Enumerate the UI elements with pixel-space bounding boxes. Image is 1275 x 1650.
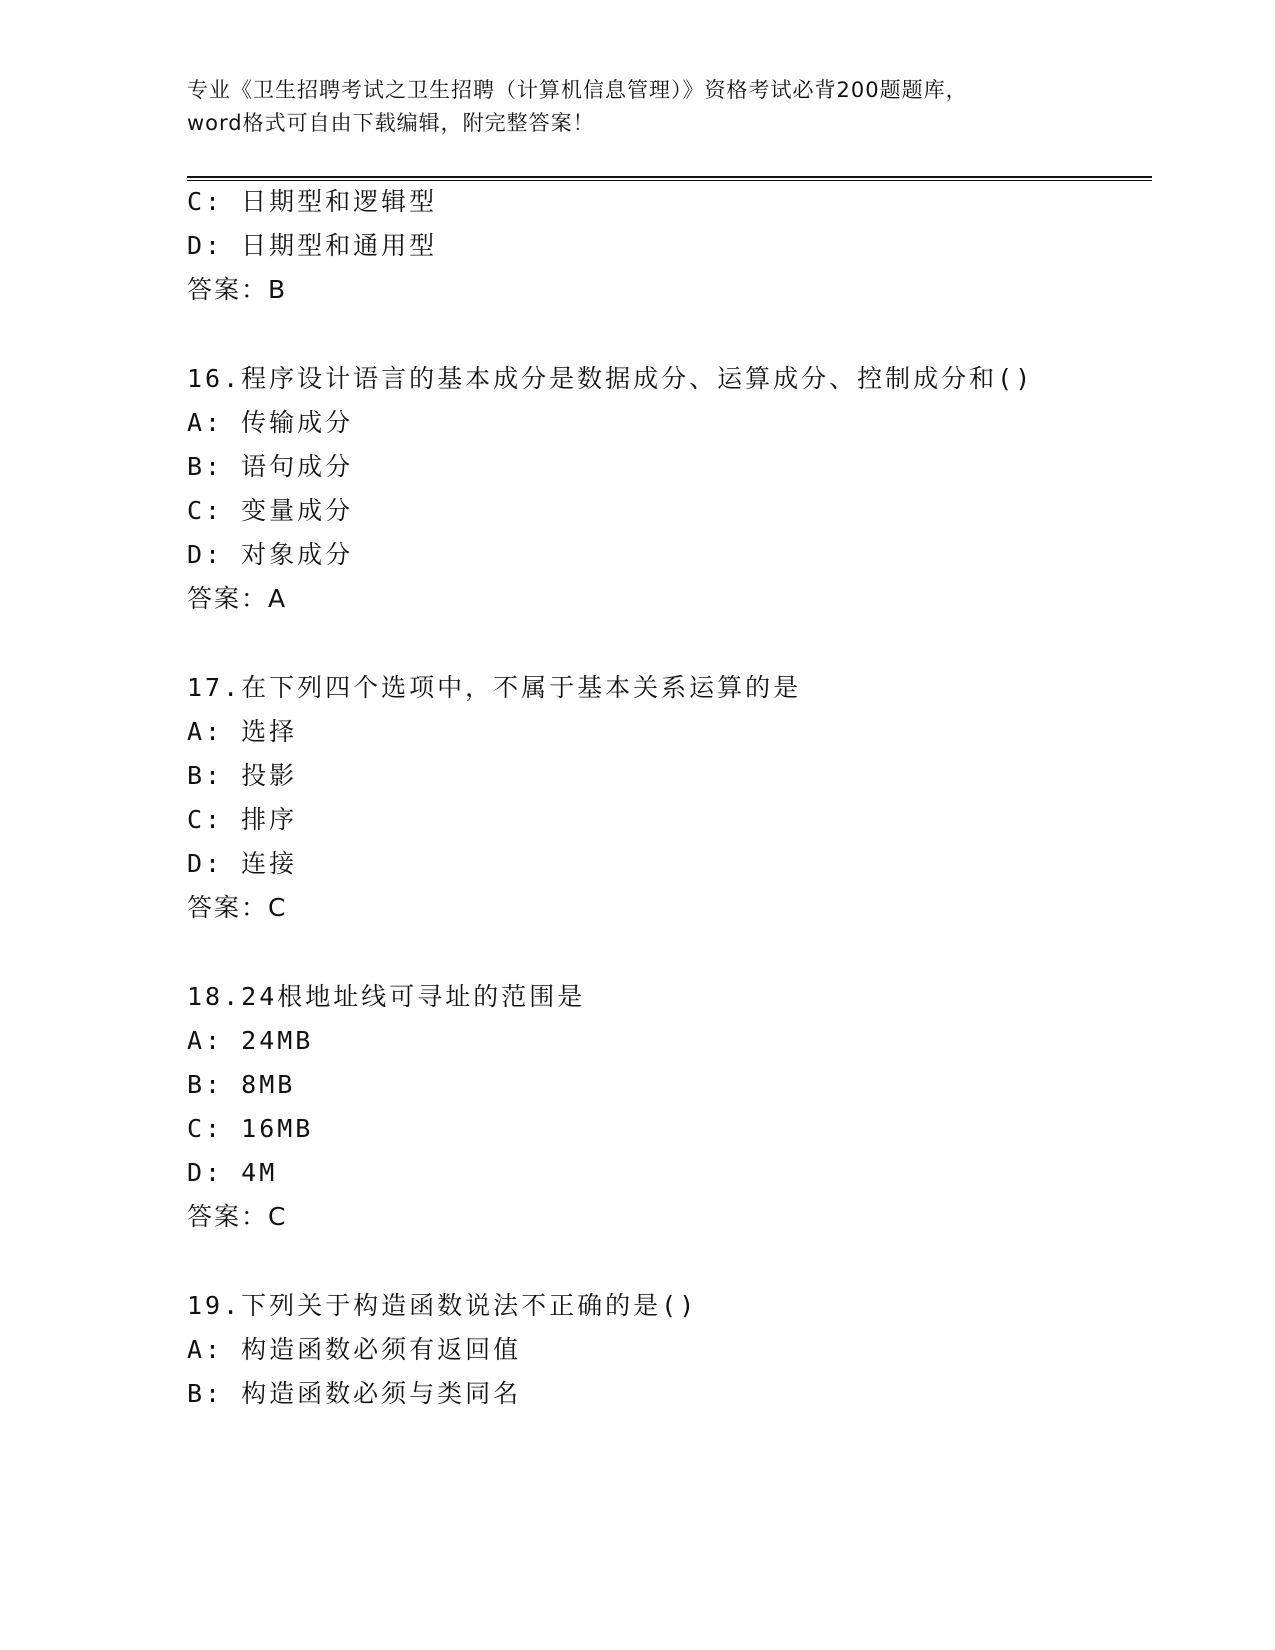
q15-option-d: D: 日期型和通用型 — [187, 231, 438, 260]
q16-option-c: C: 变量成分 — [187, 496, 354, 525]
q16-option-d: D: 对象成分 — [187, 540, 354, 569]
q18-option-a: A: 24MB — [187, 1026, 314, 1055]
q17-option-c: C: 排序 — [187, 805, 298, 834]
q18-stem: 18.24根地址线可寻址的范围是 — [187, 982, 586, 1011]
header-divider — [187, 176, 1152, 181]
q19-option-a: A: 构造函数必须有返回值 — [187, 1335, 522, 1364]
q18-option-b: B: 8MB — [187, 1070, 296, 1099]
header-line-2: word格式可自由下载编辑，附完整答案！ — [187, 111, 595, 135]
q19-stem: 19.下列关于构造函数说法不正确的是() — [187, 1291, 698, 1320]
document-header — [187, 74, 1087, 140]
q17-stem: 17.在下列四个选项中，不属于基本关系运算的是 — [187, 673, 802, 702]
q19-option-b: B: 构造函数必须与类同名 — [187, 1379, 522, 1408]
q18-answer: 答案：C — [187, 1202, 288, 1231]
q18-option-c: C: 16MB — [187, 1114, 314, 1143]
q16-stem: 16.程序设计语言的基本成分是数据成分、运算成分、控制成分和() — [187, 364, 1034, 393]
q15-answer: 答案：B — [187, 275, 288, 304]
q16-option-b: B: 语句成分 — [187, 452, 354, 481]
q16-option-a: A: 传输成分 — [187, 408, 354, 437]
q17-option-b: B: 投影 — [187, 761, 298, 790]
q16-answer: 答案：A — [187, 584, 288, 613]
q15-option-c: C: 日期型和逻辑型 — [187, 187, 438, 216]
header-line-1: 专业《卫生招聘考试之卫生招聘（计算机信息管理）》资格考试必背200题题库， — [187, 78, 968, 102]
q17-option-a: A: 选择 — [187, 717, 298, 746]
q17-option-d: D: 连接 — [187, 849, 298, 878]
q17-answer: 答案：C — [187, 893, 288, 922]
q18-option-d: D: 4M — [187, 1158, 278, 1187]
